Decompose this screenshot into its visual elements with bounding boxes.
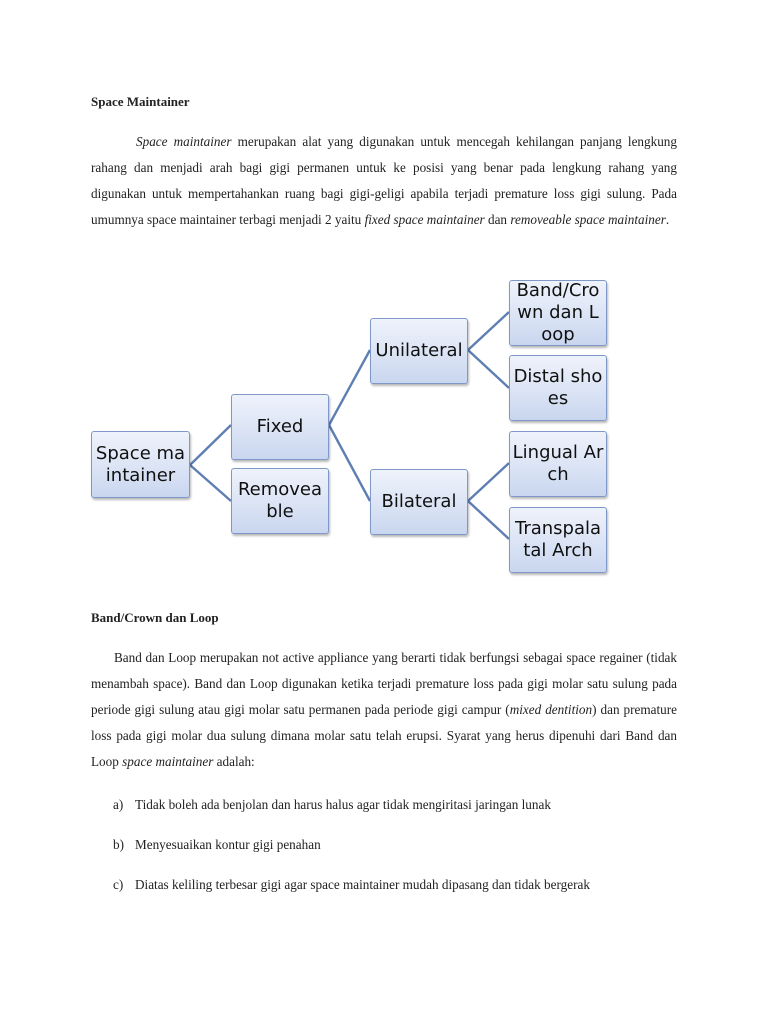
- node-unilateral: Unilateral: [370, 318, 468, 384]
- italic-space-maintainer-2: space maintainer: [122, 754, 214, 769]
- section-title-space-maintainer: Space Maintainer: [91, 94, 190, 109]
- intro-text-3: .: [665, 212, 670, 227]
- connector-root-removeable: [190, 465, 231, 501]
- italic-space-maintainer: Space maintainer: [136, 134, 232, 149]
- connector-unilateral-band: [468, 312, 509, 350]
- node-distal-shoes: Distal shoes: [509, 355, 607, 421]
- section-title-band-crown-loop: Band/Crown dan Loop: [91, 610, 219, 625]
- band-loop-text-1: Band dan Loop merupakan not active appliance yang berarti tidak berfungsi sebagai space regainer (tidak menambah space). Band dan Loop digunakan ketika terjadi premature loss pada gigi molar satu sulung pada periode gigi sulung atau gigi molar satu permanen pada periode gigi campur (: [91, 650, 677, 717]
- band-loop-text-2: ) dan premature loss pada gigi molar dua sulung dimana molar satu telah erupsi. Syarat yang herus dipenuhi dari Band dan Loop: [91, 702, 677, 769]
- list-text: Diatas keliling terbesar gigi agar space maintainer mudah dipasang dan tidak bergerak: [135, 877, 590, 892]
- connector-bilateral-transpalatal: [468, 501, 509, 539]
- list-marker: a): [113, 797, 124, 812]
- node-bilateral: Bilateral: [370, 469, 468, 535]
- italic-fixed-space-maintainer: fixed space maintainer: [364, 212, 485, 227]
- list-text: Menyesuaikan kontur gigi penahan: [135, 837, 321, 852]
- list-marker: b): [113, 837, 124, 852]
- node-removeable: Removeable: [231, 468, 329, 534]
- intro-text-1: merupakan alat yang digunakan untuk mencegah kehilangan panjang lengkung rahang dan menjadi arah bagi gigi permanen untuk ke posisi yang benar pada lengkung rahang yang digunakan untuk mempertahankan ruang bagi gigi-geligi apabila terjadi premature loss gigi sulung. Pada umumnya space maintainer terbagi menjadi 2 yaitu: [91, 134, 677, 227]
- list-text: Tidak boleh ada benjolan dan harus halus agar tidak mengiritasi jaringan lunak: [135, 797, 551, 812]
- band-loop-text-3: adalah:: [213, 754, 255, 769]
- list-marker: c): [113, 877, 124, 892]
- node-band-crown-loop: Band/Crown dan Loop: [509, 280, 607, 346]
- node-space-maintainer: Space maintainer: [91, 431, 190, 498]
- list-item: [113, 835, 693, 855]
- node-lingual-arch: Lingual Arch: [509, 431, 607, 497]
- connector-fixed-bilateral: [329, 425, 370, 501]
- node-transpalatal-arch: Transpalatal Arch: [509, 507, 607, 573]
- connector-root-fixed: [190, 425, 231, 465]
- connector-bilateral-lingual: [468, 463, 509, 501]
- list-item: [113, 875, 693, 895]
- connector-unilateral-distal: [468, 350, 509, 388]
- italic-removeable-space-maintainer: removeable space maintainer: [510, 212, 666, 227]
- list-item: [113, 795, 693, 815]
- band-loop-paragraph: [91, 645, 677, 775]
- intro-paragraph: [91, 129, 677, 233]
- node-fixed: Fixed: [231, 394, 329, 460]
- connector-fixed-unilateral: [329, 350, 370, 425]
- intro-text-2: dan: [484, 212, 511, 227]
- italic-mixed-dentition: mixed dentition: [509, 702, 593, 717]
